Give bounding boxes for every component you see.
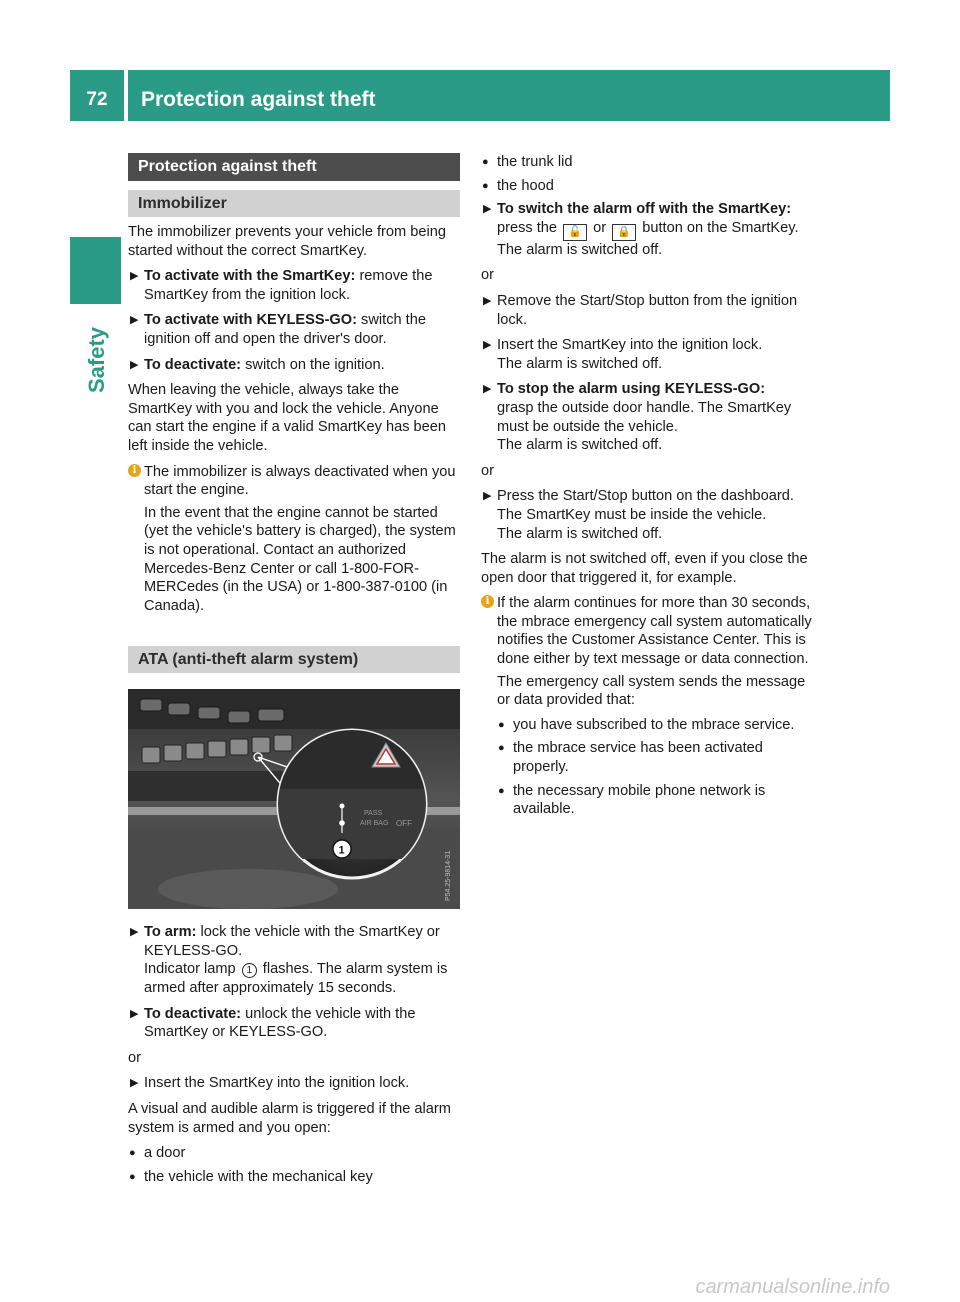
list-item: ● the necessary mobile phone network is available. — [498, 782, 766, 818]
arrow-right-icon: ▶ — [130, 314, 139, 327]
info-text-continues: If the alarm continues for more than 30 seconds, the mbrace emergency call system automatically notifies the Customer Assistance Center. This is done either by text message or data connection. — [497, 595, 812, 668]
page-title: Protection against theft — [141, 88, 376, 111]
bullet-icon: ● — [129, 1170, 136, 1183]
info-text-1: The immobilizer is always deactivated when you start the engine. — [144, 463, 456, 499]
step-insert-key: ▶ Insert the SmartKey into the ignition lock. — [130, 1075, 410, 1092]
info-note-emergency — [481, 594, 814, 819]
info-text-sends: The emergency call system sends the message or data provided that: — [497, 673, 806, 709]
section-title: Protection against theft — [128, 153, 460, 181]
bullet-icon: ● — [498, 742, 505, 755]
list-item: ● the vehicle with the mechanical key — [129, 1168, 373, 1185]
photo-label-airbag: AIR BAG — [360, 820, 389, 828]
or-text: or — [481, 267, 494, 284]
info-text-2: In the event that the engine cannot be started (yet the vehicle's battery is charged), the system is not operational. Contact an authorized Mercedes-Benz Center or call 1-800-FOR-MERCedes (in the USA) or 1-800-387-0100 (in Canada). — [144, 504, 456, 614]
or-text: or — [128, 1049, 141, 1066]
not-off-text: The alarm is not switched off, even if you close the open door that triggered it, for example. — [481, 551, 808, 586]
step-remove-button: ▶ Remove the Start/Stop button from the ignition lock. — [483, 292, 798, 328]
arrow-right-icon: ▶ — [130, 926, 139, 939]
subsection-ata: ATA (anti-theft alarm system) — [128, 646, 460, 673]
bullet-icon: ● — [482, 179, 489, 192]
unlock-icon: 🔓 — [563, 224, 587, 241]
bullet-icon: ● — [498, 784, 505, 797]
arrow-right-icon: ▶ — [130, 1077, 139, 1090]
list-item: ● the mbrace service has been activated properly. — [498, 740, 763, 776]
or-text: or — [481, 462, 494, 479]
list-item: ● the hood — [482, 177, 554, 194]
subsection-immobilizer: Immobilizer — [128, 190, 460, 217]
arrow-right-icon: ▶ — [483, 490, 492, 503]
lock-icon: 🔒 — [612, 224, 636, 241]
info-note-immobilizer — [128, 463, 460, 616]
arrow-right-icon: ▶ — [483, 294, 492, 307]
list-item: ● the trunk lid — [482, 154, 573, 170]
photo-label-off: OFF — [396, 819, 412, 829]
step-stop-keyless: ▶ To stop the alarm using KEYLESS-GO: grasp the outside door handle. The SmartKey must be outside the vehicle. The alarm is switched off. — [483, 381, 792, 454]
header-divider — [124, 70, 128, 121]
photo-code: P54.25-9814-31 — [445, 851, 452, 902]
arrow-right-icon: ▶ — [483, 383, 492, 396]
footer-watermark: carmanualsonline.info — [695, 1276, 890, 1298]
info-icon: i — [481, 595, 494, 608]
bullet-icon: ● — [129, 1147, 136, 1160]
dashboard-photo — [128, 689, 460, 909]
dashboard-illustration — [128, 689, 460, 909]
step-deactivate-alarm: ▶ To deactivate: unlock the vehicle with the SmartKey or KEYLESS-GO. — [130, 1005, 416, 1041]
info-icon: i — [128, 464, 141, 477]
page-number: 72 — [86, 89, 108, 110]
photo-callout: 1 — [338, 844, 345, 857]
leaving-text: When leaving the vehicle, always take the SmartKey with you and lock the vehicle. Anyone can start the engine if a valid SmartKey has been left inside the vehicle. — [128, 382, 447, 454]
bullet-icon: ● — [498, 718, 505, 731]
list-item: ● you have subscribed to the mbrace service. — [498, 716, 795, 733]
photo-label-pass: PASS — [364, 810, 383, 818]
step-switch-off-smartkey: ▶ To switch the alarm off with the SmartKey: press the 🔓 or 🔒 button on the SmartKey. The alarm is switched off. — [483, 201, 799, 258]
bullet-icon: ● — [482, 156, 489, 168]
arrow-right-icon: ▶ — [483, 203, 492, 216]
step-press-start-stop: ▶ Press the Start/Stop button on the dashboard. The SmartKey must be inside the vehicle. The alarm is switched off. — [483, 488, 794, 542]
left-column — [128, 153, 460, 1191]
side-tab-label: Safety — [84, 326, 109, 394]
step-deactivate: ▶ To deactivate: switch on the ignition. — [130, 356, 385, 373]
arrow-right-icon: ▶ — [483, 339, 492, 352]
callout-1-icon: 1 — [242, 963, 257, 978]
arrow-right-icon: ▶ — [130, 270, 139, 283]
list-item: ● a door — [129, 1145, 186, 1162]
step-activate-keyless: ▶ To activate with KEYLESS-GO: switch the ignition off and open the driver's door. — [130, 312, 426, 347]
step-insert-key-2: ▶ Insert the SmartKey into the ignition lock. The alarm is switched off. — [483, 337, 763, 372]
side-tab-block — [70, 237, 121, 304]
arrow-right-icon: ▶ — [130, 358, 139, 371]
right-column — [481, 153, 814, 826]
intro-text: The immobilizer prevents your vehicle from being started without the correct SmartKey. — [128, 224, 446, 259]
step-activate-smartkey: ▶ To activate with the SmartKey: remove the SmartKey from the ignition lock. — [130, 268, 433, 303]
triggered-text: A visual and audible alarm is triggered if the alarm system is armed and you open: — [128, 1101, 451, 1136]
step-arm: ▶ To arm: lock the vehicle with the SmartKey or KEYLESS-GO. Indicator lamp 1 flashes. The alarm system is armed after approximately 15 seconds. — [130, 924, 448, 997]
arrow-right-icon: ▶ — [130, 1007, 139, 1020]
